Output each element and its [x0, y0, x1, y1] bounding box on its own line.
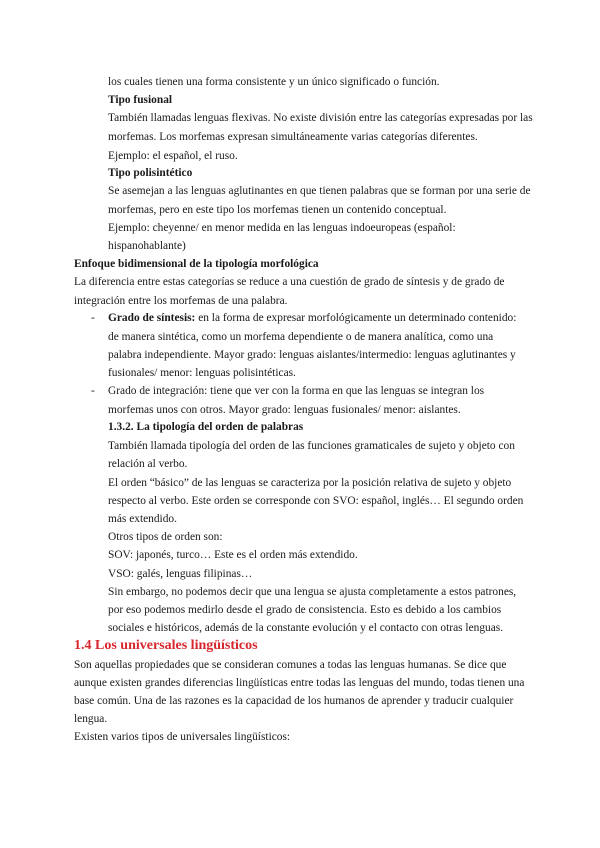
- subheading-tipo-polisintetico: Tipo polisintético: [108, 167, 193, 179]
- text-line: morfemas, pero en este tipo los morfemas tienen un contenido conceptual.: [108, 204, 447, 216]
- text-line: Ejemplo: cheyenne/ en menor medida en las lenguas indoeuropeas (español:: [108, 222, 456, 234]
- list-item-text: en la forma de expresar morfológicamente un determinado contenido:: [195, 312, 517, 324]
- text-line: de manera sintética, como un morfema dependiente o de manera analítica, como una: [108, 331, 494, 343]
- text-line: También llamada tipología del orden de las funciones gramaticales de sujeto y objeto con: [108, 440, 515, 452]
- list-item-grado-integracion: Grado de integración: tiene que ver con la forma en que las lenguas se integran los: [108, 385, 485, 397]
- subheading-enfoque-bidimensional: Enfoque bidimensional de la tipología morfológica: [74, 258, 319, 270]
- text-line: morfemas. Los morfemas expresan simultáneamente varias categorías diferentes.: [108, 131, 478, 143]
- list-bullet: -: [91, 385, 95, 397]
- section-heading-universales: 1.4 Los universales lingüísticos: [74, 638, 258, 653]
- text-line: Se asemejan a las lenguas aglutinantes en que tienen palabras que se forman por una serie de: [108, 185, 531, 197]
- text-line: El orden “básico” de las lenguas se caracteriza por la posición relativa de sujeto y objeto: [108, 477, 512, 489]
- text-line: aunque existen grandes diferencias lingüísticas entre todas las lenguas del mundo, todas tienen una: [74, 677, 525, 689]
- list-bullet: -: [91, 312, 95, 324]
- text-line: sociales e históricos, además de la constante evolución y el contacto con otras lenguas.: [108, 622, 504, 634]
- text-line: más extendido.: [108, 513, 177, 525]
- text-line: integración entre los morfemas de una palabra.: [74, 295, 288, 307]
- text-line: fusionales/ menor: lenguas polisintéticas.: [108, 367, 296, 379]
- text-line: lengua.: [74, 713, 108, 725]
- text-line: respecto al verbo. Este orden se corresponde con SVO: español, inglés… El segundo orden: [108, 495, 524, 507]
- text-line: Ejemplo: el español, el ruso.: [108, 150, 238, 162]
- list-item-term: Grado de síntesis:: [108, 312, 196, 324]
- text-line: Existen varios tipos de universales lingüísticos:: [74, 731, 291, 743]
- text-line: por eso podemos medirlo desde el grado de consistencia. Esto es debido a los cambios: [108, 604, 502, 616]
- text-line: morfemas unos con otros. Mayor grado: lenguas fusionales/ menor: aislantes.: [108, 404, 461, 416]
- text-line: SOV: japonés, turco… Este es el orden más extendido.: [108, 549, 358, 561]
- text-line: La diferencia entre estas categorías se reduce a una cuestión de grado de síntesis y de grado de: [74, 276, 505, 288]
- text-line: palabra independiente. Mayor grado: lenguas aislantes/intermedio: lenguas aglutinantes y: [108, 349, 516, 361]
- text-line: También llamadas lenguas flexivas. No existe división entre las categorías expresadas por las: [108, 112, 533, 124]
- text-line: los cuales tienen una forma consistente y un único significado o función.: [108, 76, 440, 88]
- text-line: VSO: galés, lenguas filipinas…: [108, 568, 253, 580]
- text-line: Sin embargo, no podemos decir que una lengua se ajusta completamente a estos patrones,: [108, 586, 517, 598]
- text-line: base común. Una de las razones es la capacidad de los humanos de aprender y traducir cualquier: [74, 695, 514, 707]
- text-line: relación al verbo.: [108, 458, 188, 470]
- subheading-tipo-fusional: Tipo fusional: [108, 94, 173, 106]
- list-item-grado-sintesis: [108, 311, 516, 325]
- text-line: Son aquellas propiedades que se consideran comunes a todas las lenguas humanas. Se dice que: [74, 659, 507, 671]
- text-line: hispanohablante): [108, 240, 186, 252]
- subheading-orden-palabras: 1.3.2. La tipología del orden de palabras: [108, 421, 304, 433]
- text-line: Otros tipos de orden son:: [108, 531, 223, 543]
